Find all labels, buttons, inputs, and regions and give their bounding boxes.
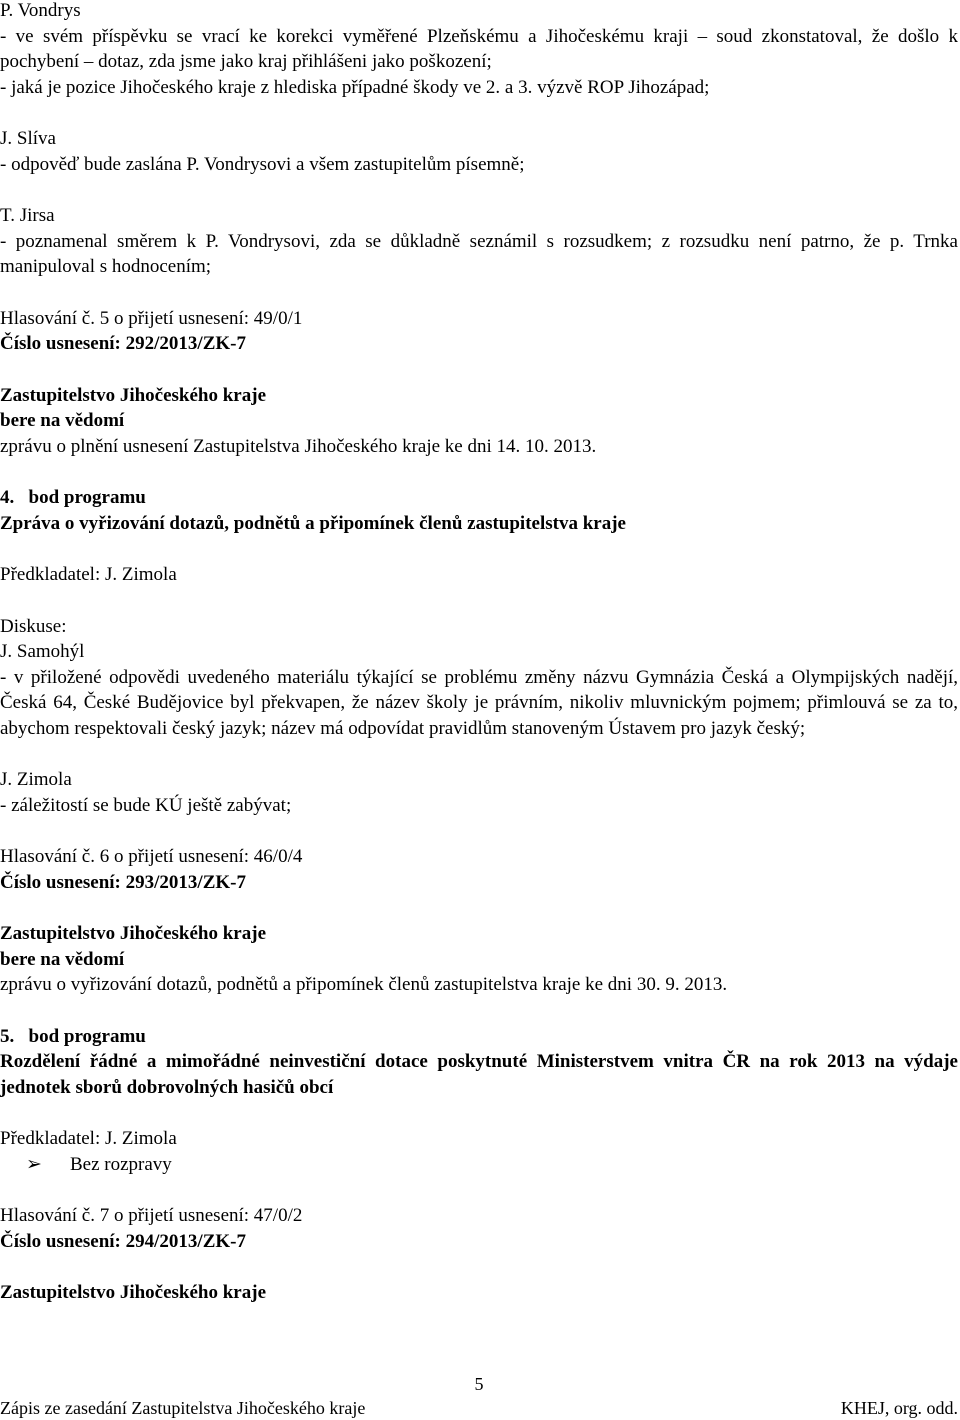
zimola-statement: - záležitostí se bude KÚ ještě zabývat;: [0, 794, 292, 816]
resolution-292-body: Zastupitelstvo Jihočeského kraje: [0, 384, 266, 406]
resolution-293-text: zprávu o vyřizování dotazů, podnětů a připomínek členů zastupitelstva kraje ke dni 30. 9. 2013.: [0, 974, 728, 995]
no-discussion-text: Bez rozpravy: [70, 1153, 172, 1175]
speaker-jirsa: T. Jirsa: [0, 205, 55, 226]
speaker-vondrys: P. Vondrys: [0, 0, 81, 21]
resolution-294-body: Zastupitelstvo Jihočeského kraje: [0, 1282, 266, 1303]
speaker-sliva: J. Slíva: [0, 128, 56, 149]
footer-document-title: Zápis ze zasedání Zastupitelstva Jihočeského kraje: [0, 1398, 366, 1418]
page-footer: [0, 1372, 958, 1420]
discussion-label: Diskuse:: [0, 615, 67, 637]
agenda-item-5-heading: 5. bod programu: [0, 1025, 146, 1047]
agenda-item-4-title: Zpráva o vyřizování dotazů, podnětů a připomínek členů zastupitelstva kraje: [0, 512, 626, 534]
sliva-statement: - odpověď bude zaslána P. Vondrysovi a všem zastupitelům písemně;: [0, 153, 525, 175]
agenda-item-5-presenter: Předkladatel: J. Zimola: [0, 1128, 177, 1149]
resolution-292-number: Číslo usnesení: 292/2013/ZK-7: [0, 333, 246, 354]
resolution-292-verb: bere na vědomí: [0, 410, 125, 431]
vote-6: Hlasování č. 6 o přijetí usnesení: 46/0/4: [0, 846, 303, 867]
resolution-293-verb: bere na vědomí: [0, 948, 125, 970]
footer-department: KHEJ, org. odd.: [840, 1398, 958, 1418]
resolution-293-body: Zastupitelstvo Jihočeského kraje: [0, 923, 266, 944]
resolution-292-text: zprávu o plnění usnesení Zastupitelstva Jihočeského kraje ke dni 14. 10. 2013.: [0, 435, 597, 457]
resolution-293-number: Číslo usnesení: 293/2013/ZK-7: [0, 871, 246, 893]
vote-7: Hlasování č. 7 o přijetí usnesení: 47/0/2: [0, 1205, 303, 1226]
agenda-item-5-title: Rozdělení řádné a mimořádné neinvestiční dotace poskytnuté Ministerstvem vnitra ČR na rok 2013 na výdaje jednotek sborů dobrovolných hasičů obcí: [0, 1051, 958, 1098]
page-number: 5: [474, 1374, 484, 1394]
vote-5: Hlasování č. 5 o přijetí usnesení: 49/0/1: [0, 307, 303, 329]
speaker-samohyl: J. Samohýl: [0, 641, 85, 662]
vondrys-statement-2: - jaká je pozice Jihočeského kraje z hlediska případné škody ve 2. a 3. výzvě ROP Jihozápad;: [0, 76, 710, 98]
arrow-bullet-icon: ➢: [26, 1153, 42, 1175]
samohyl-statement: - v přiložené odpovědi uvedeného materiálu týkající se problému změny názvu Gymnázia Česká a Olympijských nadějí, Česká 64, České Budějovice byl překvapen, že název školy je právním, nikoliv mluvnickým pojmem; přimlouvá se za to, abychom respektovali český jazyk; název má odpovídat pravidlům stanoveným Ústavem pro jazyk český;: [0, 666, 958, 739]
jirsa-statement: - poznamenal směrem k P. Vondrysovi, zda se důkladně seznámil s rozsudkem; z rozsudku není patrno, že p. Trnka manipuloval s hodnocením;: [0, 230, 958, 277]
speaker-zimola: J. Zimola: [0, 769, 72, 790]
no-discussion-bullet: [0, 1152, 958, 1178]
agenda-item-4-heading: 4. bod programu: [0, 487, 146, 508]
vondrys-statement-1: - ve svém příspěvku se vrací ke korekci vyměřené Plzeňskému a Jihočeskému kraji – soud zkonstatoval, že došlo k pochybení – dotaz, zda jsme jako kraj přihlášeni jako poškození;: [0, 25, 958, 72]
agenda-item-4-presenter: Předkladatel: J. Zimola: [0, 564, 177, 585]
resolution-294-number: Číslo usnesení: 294/2013/ZK-7: [0, 1230, 246, 1252]
